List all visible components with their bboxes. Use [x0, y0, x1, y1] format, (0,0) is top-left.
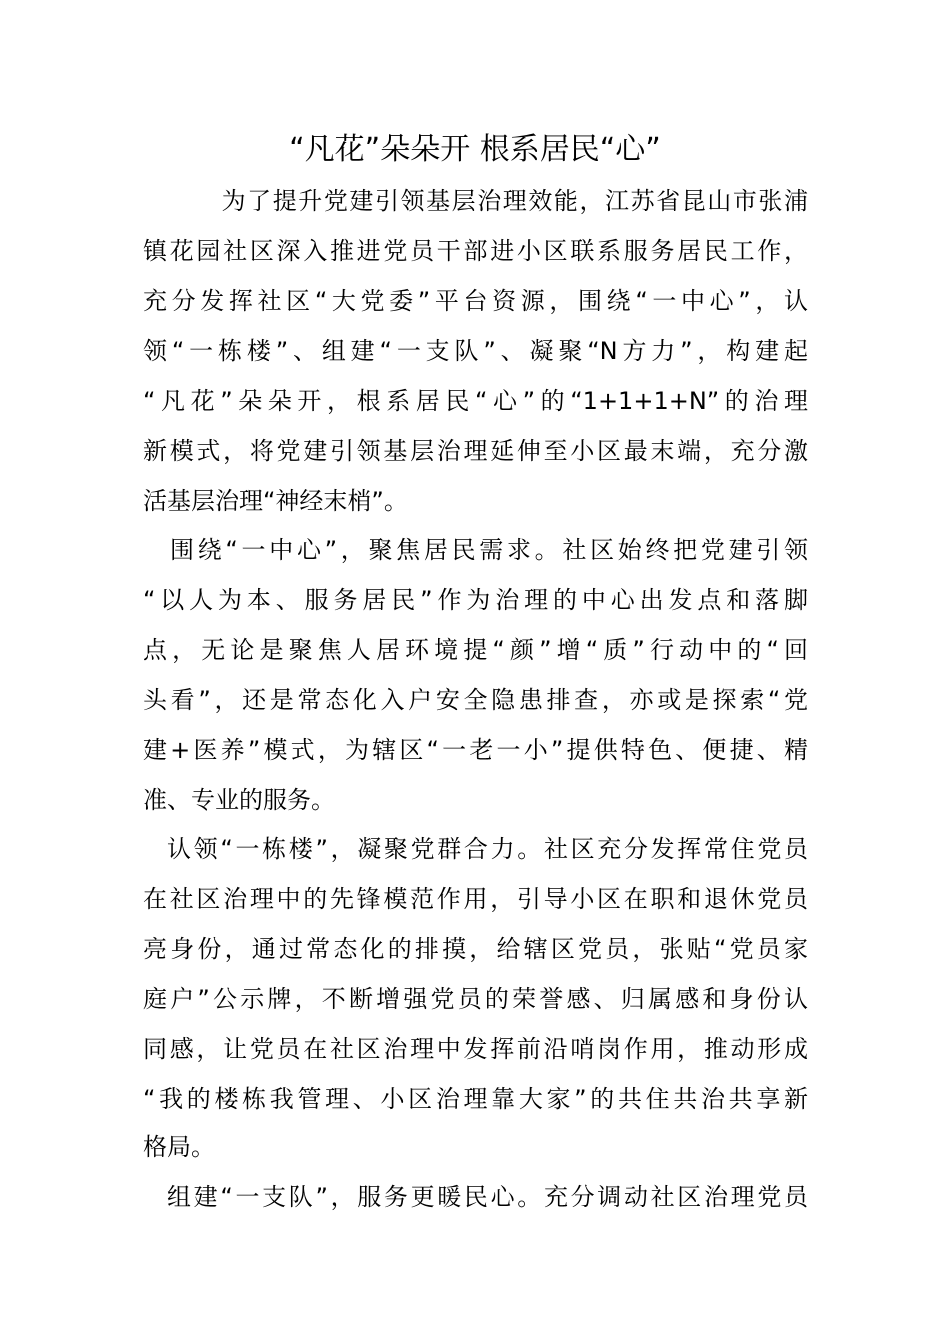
paragraph-line: 准、专业的服务。: [143, 786, 335, 814]
paragraph-line: 活基层治理“神经末梢”。: [143, 487, 408, 515]
document-title: “凡花”朵朵开 根系居民“心”: [289, 132, 661, 167]
paragraph-line: “我的楼栋我管理、小区治理靠大家”的共住共治共享新: [143, 1085, 808, 1113]
paragraph-line: 建+医养”模式，为辖区“一老一小”提供特色、便捷、精: [143, 736, 808, 764]
paragraph-line: 在社区治理中的先锋模范作用，引导小区在职和退休党员: [143, 885, 808, 913]
paragraph-line: 头看”，还是常态化入户安全隐患排查，亦或是探索“党: [143, 686, 808, 714]
paragraph-line: 亮身份，通过常态化的排摸，给辖区党员，张贴“党员家: [143, 935, 808, 963]
paragraph-line: 组建“一支队”，服务更暖民心。充分调动社区治理党员: [167, 1183, 808, 1211]
paragraph-line: 充分发挥社区“大党委”平台资源，围绕“一中心”，认: [143, 287, 808, 315]
paragraph-line: 认领“一栋楼”，凝聚党群合力。社区充分发挥常住党员: [167, 835, 808, 863]
paragraph-line: “凡花”朵朵开，根系居民“心”的“1+1+1+N”的治理: [143, 387, 808, 415]
paragraph-line: 围绕“一中心”，聚焦居民需求。社区始终把党建引领: [170, 536, 808, 564]
paragraph-line: 同感，让党员在社区治理中发挥前沿哨岗作用，推动形成: [143, 1035, 808, 1063]
paragraph-line: 点，无论是聚焦人居环境提“颜”增“质”行动中的“回: [143, 636, 808, 664]
paragraph-line: 镇花园社区深入推进党员干部进小区联系服务居民工作，: [143, 237, 808, 265]
paragraph-line: 庭户”公示牌，不断增强党员的荣誉感、归属感和身份认: [143, 985, 808, 1013]
paragraph-line: 格局。: [143, 1133, 215, 1161]
paragraph-line: 领“一栋楼”、组建“一支队”、凝聚“N方力”，构建起: [143, 337, 808, 365]
paragraph-line: 为了提升党建引领基层治理效能，江苏省昆山市张浦: [196, 187, 808, 215]
paragraph-line: “以人为本、服务居民”作为治理的中心出发点和落脚: [143, 586, 808, 614]
paragraph-line: 新模式，将党建引领基层治理延伸至小区最末端，充分激: [143, 437, 808, 465]
